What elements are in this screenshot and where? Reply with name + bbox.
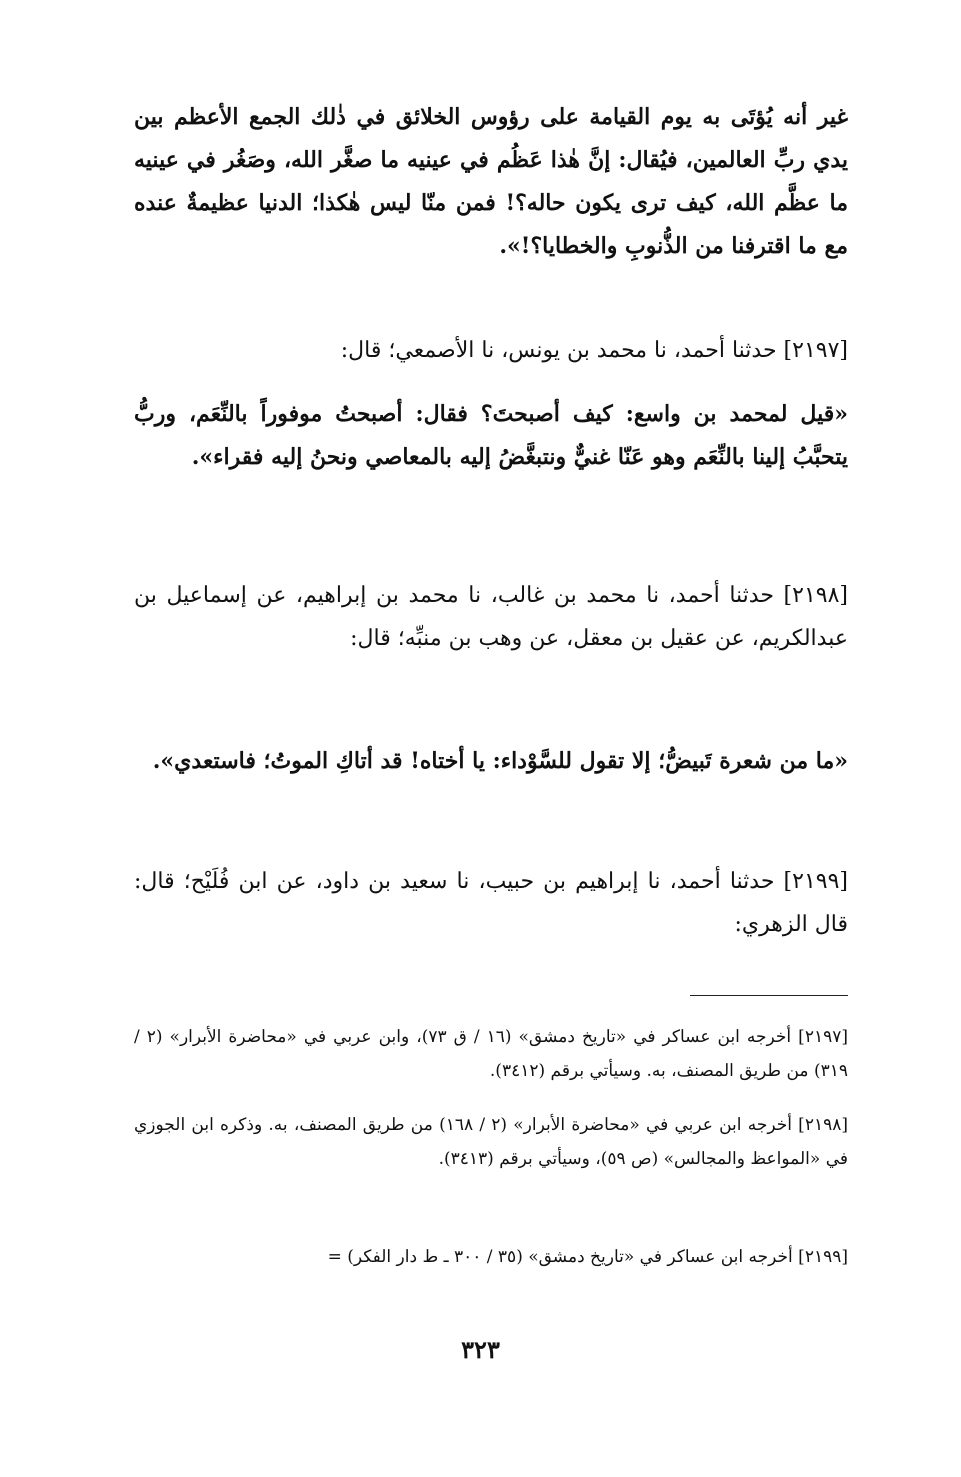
hadith-2197-chain: [٢١٩٧] حدثنا أحمد، نا محمد بن يونس، نا الأصمعي؛ قال: — [340, 338, 848, 363]
footnote-divider — [690, 995, 848, 996]
page-number: ٣٢٣ — [461, 1335, 500, 1364]
hadith-2198-chain: [٢١٩٨] حدثنا أحمد، نا محمد بن غالب، نا محمد بن إبراهيم، عن إسماعيل بن عبدالكريم، عن عقيل بن معقل، عن وهب بن منبِّه؛ قال: — [134, 583, 848, 651]
hadith-2199-chain: [٢١٩٩] حدثنا أحمد، نا إبراهيم بن حبيب، نا سعيد بن داود، عن ابن فُلَيْح؛ قال: قال الزهري: — [134, 869, 848, 937]
footnote-2199: [٢١٩٩] أخرجه ابن عساكر في «تاريخ دمشق» (٣٥ / ٣٠٠ ـ ط دار الفكر) = — [327, 1247, 848, 1267]
quote-continuation-paragraph: غير أنه يُؤتَى به يوم القيامة على رؤوس الخلائق في ذٰلك الجمع الأعظم بين يدي ربِّ العالمين، فيُقال: إنَّ هٰذا عَظُم في عينيه ما صغَّر الله، وصَغُر في عينيه ما عظَّم الله، كيف ترى يكون حاله؟! فمن منّا ليس هٰكذا؛ الدنيا عظيمةٌ عنده مع ما اقترفنا من الذُّنوبِ والخطايا؟!». — [134, 104, 848, 259]
footnote-2197: [٢١٩٧] أخرجه ابن عساكر في «تاريخ دمشق» (١٦ / ق ٧٣)، وابن عربي في «محاضرة الأبرار» (٢ / ٣١٩) من طريق المصنف، به. وسيأتي برقم (٣٤١٢). — [134, 1027, 848, 1081]
hadith-2197-text: «قيل لمحمد بن واسع: كيف أصبحتَ؟ فقال: أصبحتُ موفوراً بالنِّعَم، وربُّ يتحبَّبُ إلينا بالنِّعَم وهو عَنّا غنيٌّ ونتبغَّضُ إليه بالمعاصي ونحنُ إليه فقراء». — [134, 401, 848, 470]
footnote-2198: [٢١٩٨] أخرجه ابن عربي في «محاضرة الأبرار» (٢ / ١٦٨) من طريق المصنف، به. وذكره ابن الجوزي في «المواعظ والمجالس» (ص ٥٩)، وسيأتي برقم (٣٤١٣). — [134, 1115, 848, 1169]
hadith-2198-text: «ما من شعرة تَبيضُّ؛ إلا تقول للسَّوْداء: يا أختاه! قد أتاكِ الموتُ؛ فاستعدي». — [152, 748, 848, 774]
